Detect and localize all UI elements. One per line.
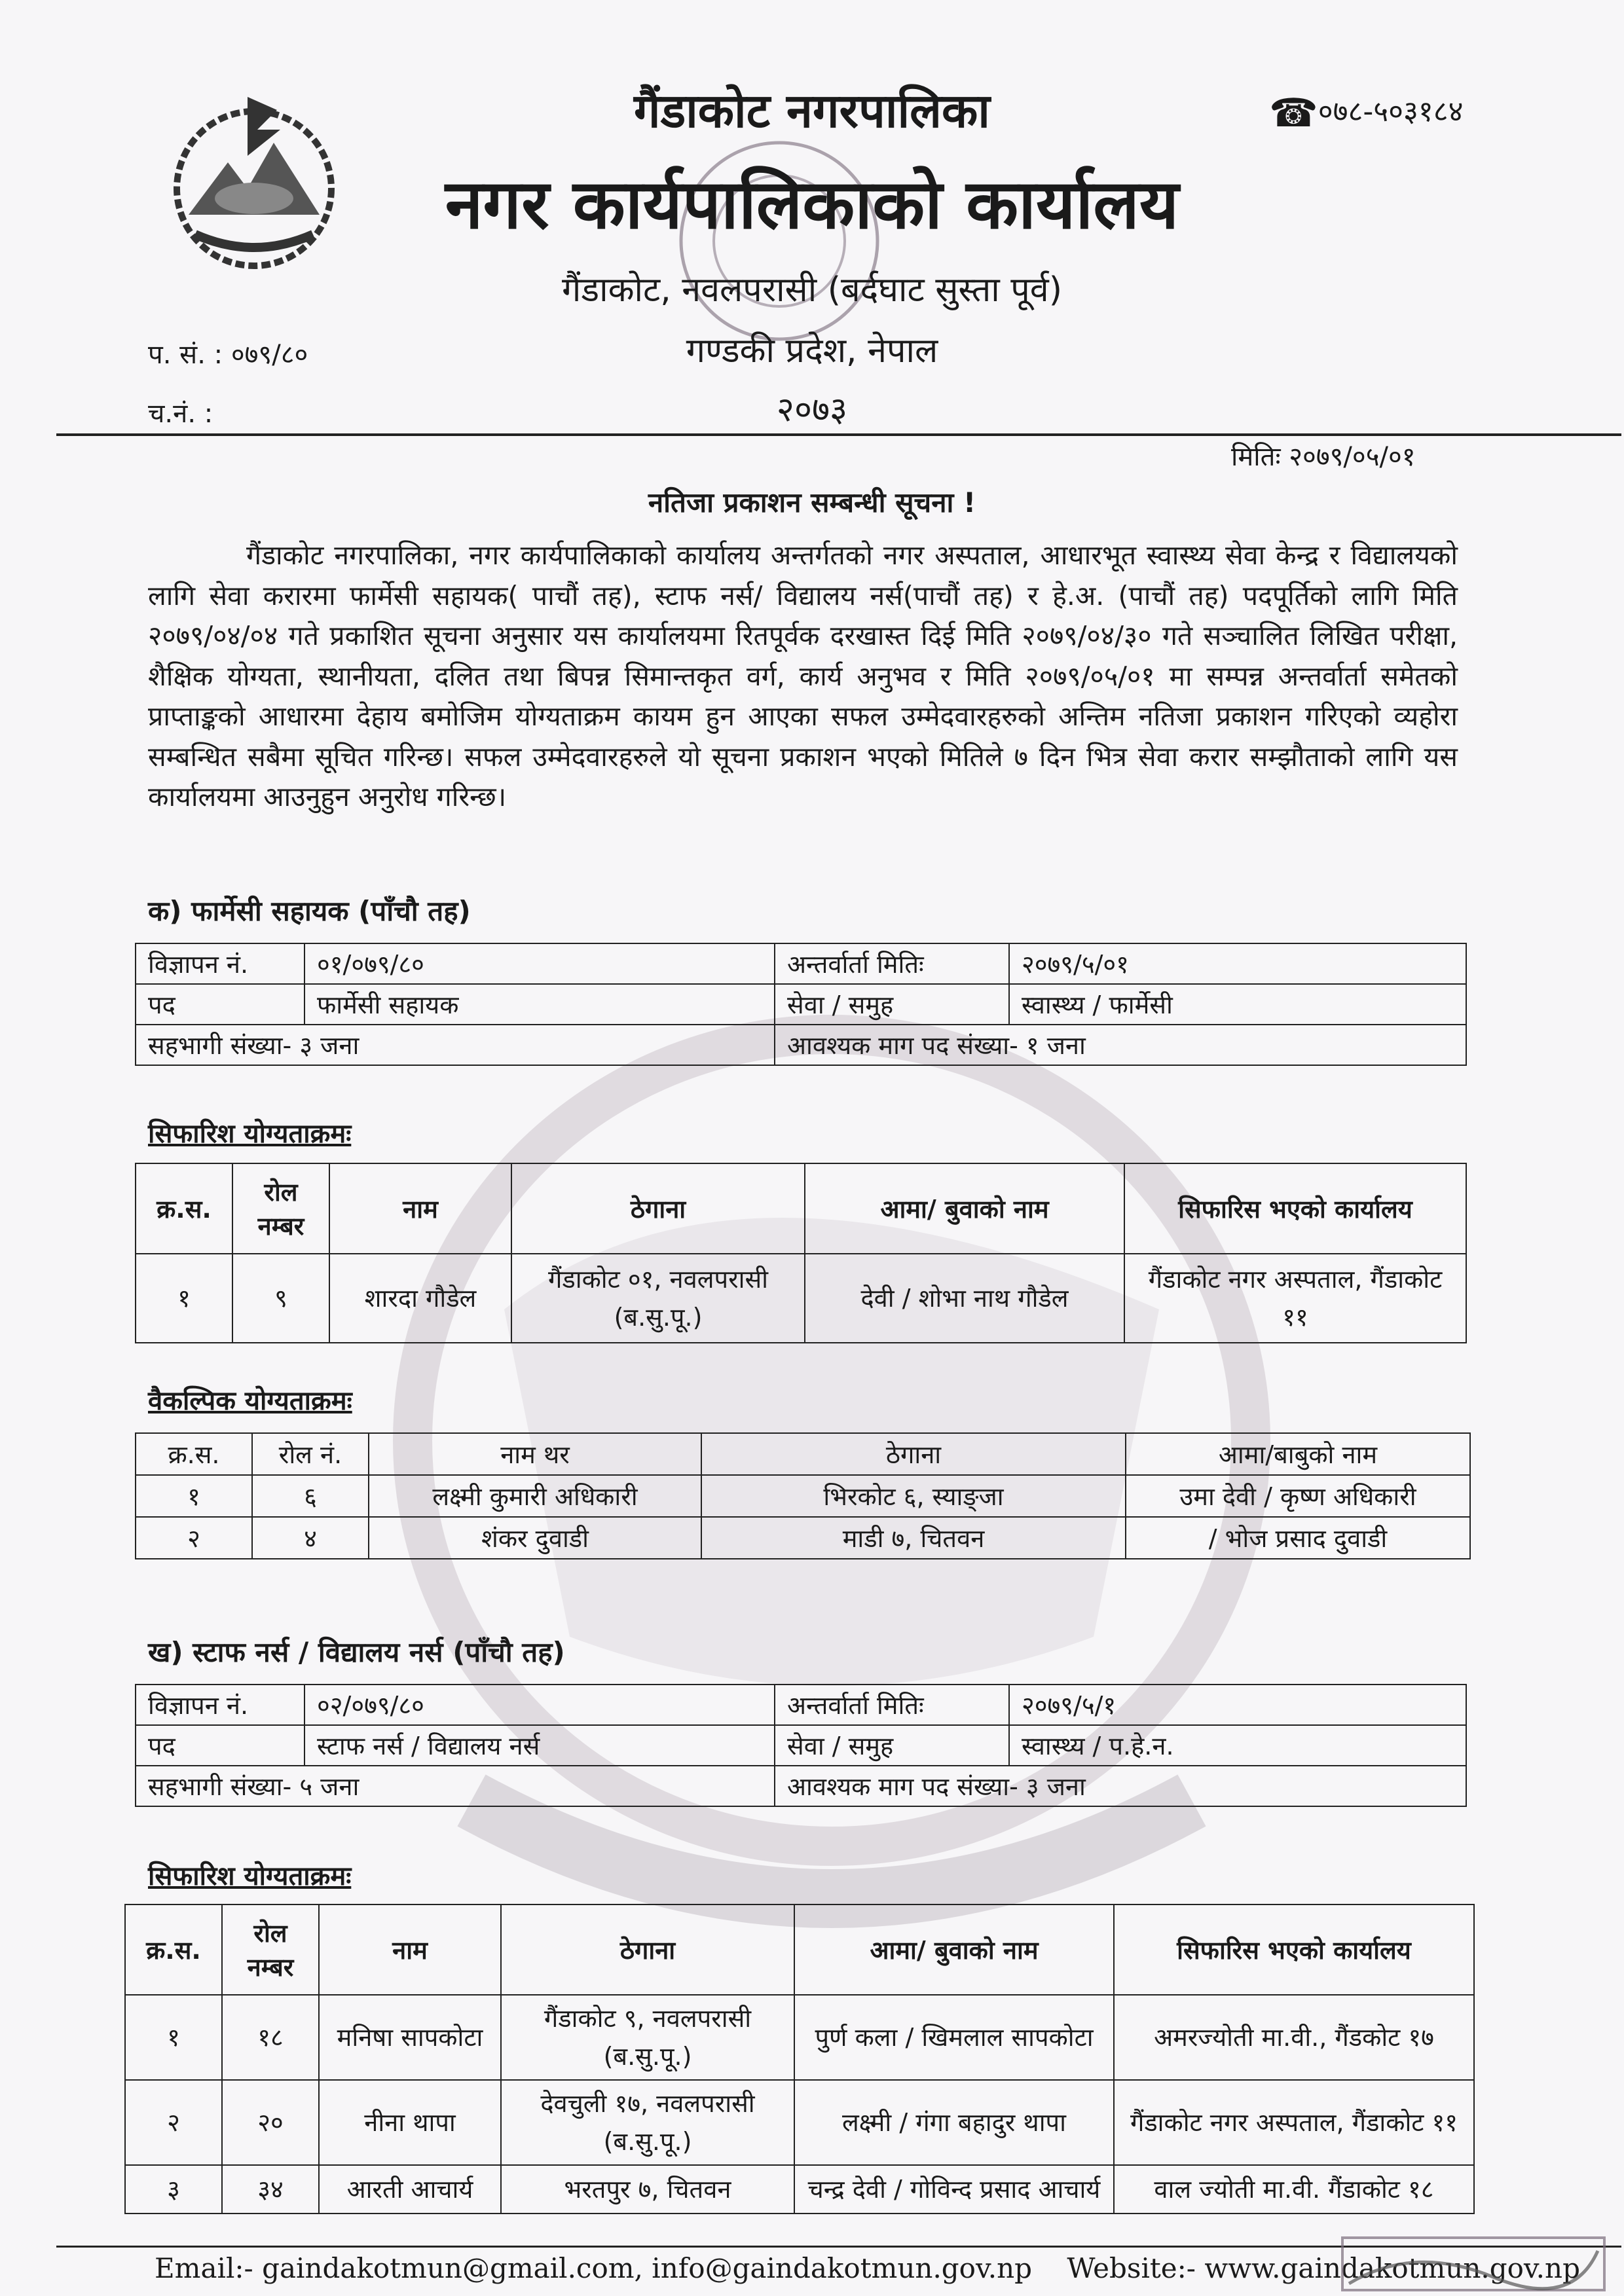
telephone-icon: ☎ (1269, 90, 1318, 136)
section-b-recommended-table: क्र.स. रोल नम्बर नाम ठेगाना आमा/ बुवाको नाम सिफारिस भएको कार्यालय १ १८ मनिषा सापकोटा गैंडाकोट ९, नवलपरासी (ब.सु.पू.) पुर्ण कला / खिमलाल सापकोटा अमरज्योती मा.वी., गैंडकोट १७ २ २० नीना थापा देवचुली १७, नवलपरासी (ब.सु.पू.) लक्ष्मी / गंगा बहादुर थापा गैंडाकोट नगर अस्पताल, गैंडाकोट ११ ३ ३४ आरती आचार्य भरतपुर ७, चितवन चन्द्र देवी / गोविन्द प्रसाद आचार्य वाल ज्योती मा.वी. गैंडाकोट १८ (124, 1904, 1475, 2214)
header-divider (56, 433, 1621, 436)
footer-email: Email:- gaindakotmun@gmail.com, info@gaindakotmun.gov.np (155, 2252, 1033, 2284)
notice-date: मितिः २०७९/०५/०१ (1231, 442, 1416, 472)
section-a-title: क) फार्मेसी सहायक (पाँचौ तह) (148, 895, 471, 927)
address-line-1: गैंडाकोट, नवलपरासी (बर्दघाट सुस्ता पूर्व) (562, 270, 1062, 310)
org-name: गैंडाकोट नगरपालिका (634, 83, 990, 138)
section-b-info-table: विज्ञापन नं. ०२/०७९/८० अन्तर्वार्ता मितिः २०७९/५/१ पद स्टाफ नर्स / विद्यालय नर्स सेवा / समुह स्वास्थ्य / प.हे.न. सहभागी संख्या- ५ जना आवश्यक माग पद संख्या- ३ जना (135, 1684, 1467, 1807)
signature-stamp-icon (1323, 2225, 1624, 2296)
section-a-recommended-table: क्र.स. रोल नम्बर नाम ठेगाना आमा/ बुवाको नाम सिफारिस भएको कार्यालय १ ९ शारदा गौडेल गैंडाकोट ०१, नवलपरासी (ब.सु.पू.) देवी / शोभा नाथ गौडेल गैंडाकोट नगर अस्पताल, गैंडाकोट ११ (135, 1163, 1467, 1343)
established-year: २०७३ (776, 390, 848, 429)
table-row: ३ ३४ आरती आचार्य भरतपुर ७, चितवन चन्द्र देवी / गोविन्द प्रसाद आचार्य वाल ज्योती मा.वी. गैंडाकोट १८ (125, 2165, 1474, 2214)
address-line-2: गण्डकी प्रदेश, नेपाल (686, 331, 938, 371)
phone-number: ☎०७८-५०३१८४ (1269, 90, 1464, 136)
notice-body: गैंडाकोट नगरपालिका, नगर कार्यपालिकाको कार्यालय अन्तर्गतको नगर अस्पताल, आधारभूत स्वास्थ्य सेवा केन्द्र र विद्यालयको लागि सेवा करारमा फार्मेसी सहायक( पाचौं तह), स्टाफ नर्स/ विद्यालय नर्स(पाचौं तह) र हे.अ. (पाचौं तह) पदपूर्तिको लागि मिति २०७९/०४/०४ गते प्रकाशित सूचना अनुसार यस कार्यालयमा रितपूर्वक दरखास्त दिई मिति २०७९/०४/३० गते सञ्चालित लिखित परीक्षा, शैक्षिक योग्यता, स्थानीयता, दलित तथा बिपन्न सिमान्तकृत वर्ग, कार्य अनुभव र मिति २०७९/०५/०१ मा सम्पन्न अन्तर्वार्ता समेतको प्राप्ताङ्कको आधारमा देहाय बमोजिम योग्यताक्रम कायम हुन आएका सफल उम्मेदवारहरुको अन्तिम नतिजा प्रकाशन गरिएको व्यहोरा सम्बन्धित सबैमा सूचित गरिन्छ। सफल उम्मेदवारहरुले यो सूचना प्रकाशन भएको मितिले ७ दिन भित्र सेवा करार सम्झौताको लागि यस कार्यालयमा आउनुहुन अनुरोध गरिन्छ। (148, 539, 1458, 812)
section-a-alternate-title: वैकल्पिक योग्यताक्रमः (148, 1386, 352, 1416)
section-b-recommended-title: सिफारिश योग्यताक्रमः (148, 1861, 352, 1891)
notice-title: नतिजा प्रकाशन सम्बन्धी सूचना ! (648, 486, 976, 519)
section-a-recommended-title: सिफारिश योग्यताक्रमः (148, 1119, 352, 1149)
footer-website: Website:- www.gaindakotmun.gov.np (1067, 2252, 1580, 2284)
dispatch-number: च.नं. : (148, 399, 213, 429)
table-row: २ २० नीना थापा देवचुली १७, नवलपरासी (ब.सु.पू.) लक्ष्मी / गंगा बहादुर थापा गैंडाकोट नगर अस्पताल, गैंडाकोट ११ (125, 2080, 1474, 2165)
table-row: १ ६ लक्ष्मी कुमारी अधिकारी भिरकोट ६, स्याङ्जा उमा देवी / कृष्ण अधिकारी (136, 1475, 1470, 1517)
section-b-title: ख) स्टाफ नर्स / विद्यालय नर्स (पाँचौ तह) (148, 1636, 565, 1668)
table-row: २ ४ शंकर दुवाडी माडी ७, चितवन / भोज प्रसाद दुवाडी (136, 1517, 1470, 1559)
table-row: १ ९ शारदा गौडेल गैंडाकोट ०१, नवलपरासी (ब.सु.पू.) देवी / शोभा नाथ गौडेल गैंडाकोट नगर अस्पताल, गैंडाकोट ११ (136, 1254, 1466, 1343)
table-row: १ १८ मनिषा सापकोटा गैंडाकोट ९, नवलपरासी (ब.सु.पू.) पुर्ण कला / खिमलाल सापकोटा अमरज्योती मा.वी., गैंडकोट १७ (125, 1995, 1474, 2080)
section-a-alternate-table: क्र.स. रोल नं. नाम थर ठेगाना आमा/बाबुको नाम १ ६ लक्ष्मी कुमारी अधिकारी भिरकोट ६, स्याङ्जा उमा देवी / कृष्ण अधिकारी २ ४ शंकर दुवाडी माडी ७, चितवन / भोज प्रसाद दुवाडी (135, 1432, 1471, 1559)
reference-number: प. सं. : ०७९/८० (148, 340, 308, 370)
office-name: नगर कार्यपालिकाको कार्यालय (445, 164, 1179, 244)
section-a-info-table: विज्ञापन नं. ०१/०७९/८० अन्तर्वार्ता मितिः २०७९/५/०१ पद फार्मेसी सहायक सेवा / समुह स्वास्थ्य / फार्मेसी सहभागी संख्या- ३ जना आवश्यक माग पद संख्या- १ जना (135, 943, 1467, 1066)
